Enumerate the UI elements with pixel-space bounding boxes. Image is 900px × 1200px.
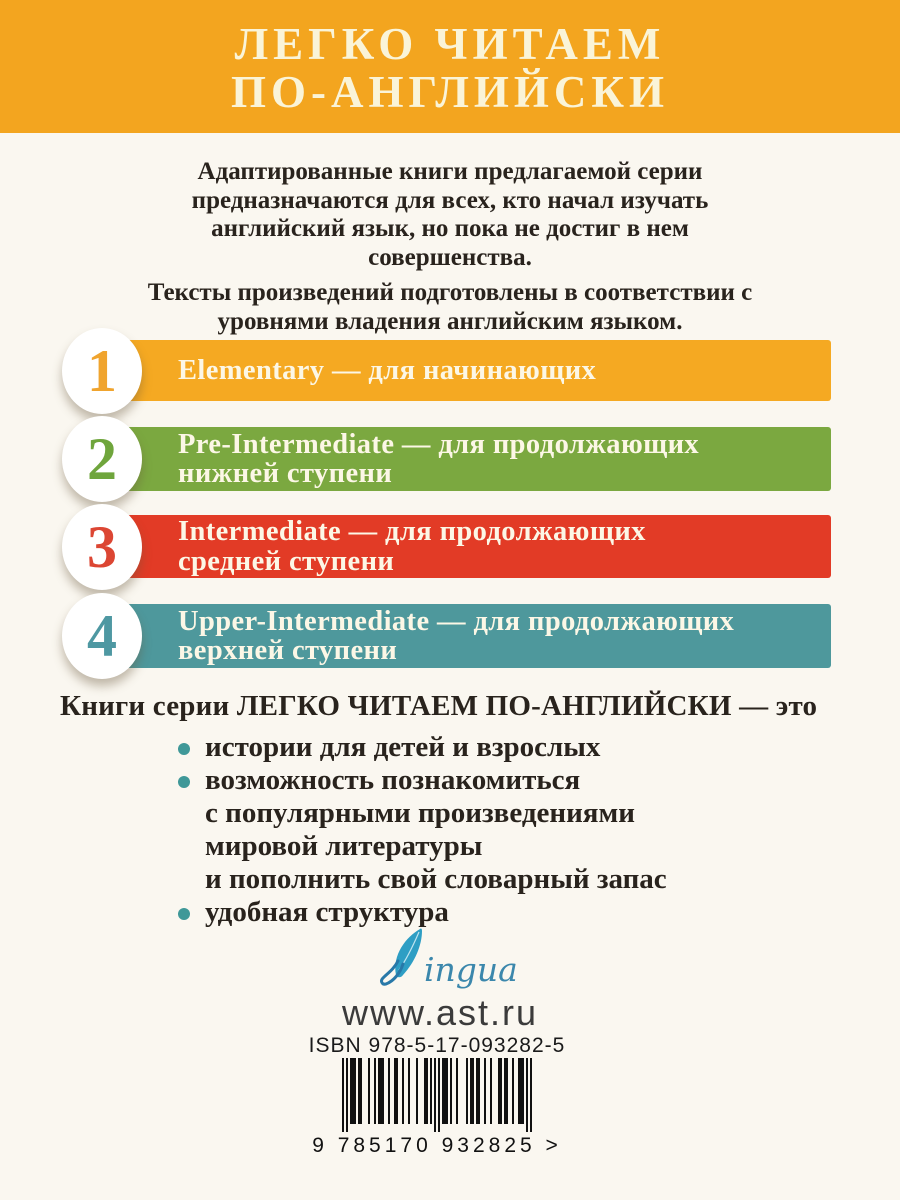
bullet-icon — [178, 776, 190, 788]
level-number: 2 — [87, 426, 117, 492]
bullet-icon — [178, 908, 190, 920]
level-bar-text: нижней ступени — [178, 458, 393, 489]
series-note: Книги серии ЛЕГКО ЧИТАЕМ ПО-АНГЛИЙСКИ — это — [60, 690, 818, 722]
level-bar-text: Elementary — для начинающих — [178, 354, 597, 386]
feature-line — [178, 797, 840, 830]
feature-text: и пополнить свой словарный запас — [205, 863, 667, 895]
level-number-badge — [62, 593, 142, 679]
level-number-badge — [62, 328, 142, 414]
level-bar — [95, 604, 831, 668]
level-bar-text: средней ступени — [178, 545, 395, 577]
features-list — [178, 731, 840, 929]
intro-paragraph-1: Адаптированные книги предлагаемой серии предназначаются для всех, кто начал изучать английский язык, но пока не достиг в нем совершенства. — [191, 158, 709, 271]
feature-text: возможность познакомиться — [205, 764, 581, 796]
level-bar-text: Pre-Intermediate — для продолжающих — [178, 428, 700, 460]
level-row-1 — [62, 337, 831, 404]
series-title-line2: ПО-АНГЛИЙСКИ — [231, 67, 669, 117]
level-bar-text: Upper-Intermediate — для продолжающих — [178, 605, 735, 637]
level-number: 4 — [87, 603, 117, 669]
feather-icon — [382, 929, 422, 985]
feature-line — [178, 830, 840, 863]
barcode-digits: 9 785170 932825 > — [312, 1134, 562, 1157]
feature-text: с популярными произведениями — [205, 797, 635, 829]
intro-paragraph-2: Тексты произведений подготовлены в соответствии с уровнями владения английским языком. — [147, 279, 753, 335]
level-number-badge — [62, 416, 142, 502]
feature-line — [178, 863, 840, 896]
level-number: 1 — [87, 337, 117, 404]
level-number: 3 — [87, 513, 117, 580]
barcode — [342, 1058, 532, 1132]
website-url: www.ast.ru — [341, 992, 539, 1033]
level-bar-text: Intermediate — для продолжающих — [178, 516, 646, 547]
series-title-line1: ЛЕГКО ЧИТАЕМ — [234, 19, 666, 69]
level-bar-text: верхней ступени — [178, 635, 398, 666]
feature-line — [178, 764, 840, 797]
series-title — [0, 0, 900, 116]
level-bar — [95, 515, 831, 578]
level-row-3 — [62, 515, 831, 578]
feature-text: истории для детей и взрослых — [205, 731, 601, 763]
bullet-icon — [178, 743, 190, 755]
feature-line — [178, 731, 840, 764]
intro-text — [110, 158, 790, 336]
feature-line — [178, 896, 840, 929]
series-title-band — [0, 0, 900, 133]
feature-text: мировой литературы — [205, 830, 483, 862]
lingua-logo — [375, 928, 525, 997]
level-row-2 — [62, 427, 831, 491]
logo-text: ingua — [424, 950, 518, 989]
level-number-badge — [62, 504, 142, 590]
level-row-4 — [62, 604, 831, 668]
isbn-label: ISBN 978-5-17-093282-5 — [308, 1034, 566, 1057]
level-bar — [95, 340, 831, 401]
feature-text: удобная структура — [205, 896, 449, 928]
level-bar — [95, 427, 831, 491]
